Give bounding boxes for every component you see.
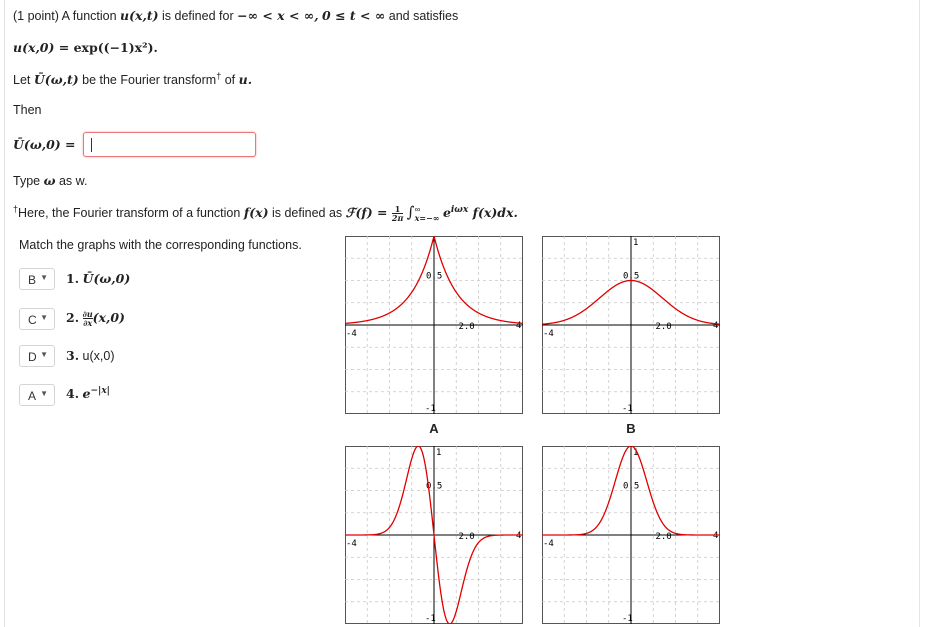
function-symbol: u(x,t) (120, 8, 159, 23)
fraction-den: 2π (391, 213, 404, 224)
match-number: 1. (66, 271, 80, 286)
tick-label-x-right: 4 (713, 531, 719, 541)
of-text: of (224, 73, 236, 87)
integral-limits (415, 205, 440, 223)
footnote-defined: is defined as (271, 206, 343, 220)
chevron-down-icon: ▼ (40, 273, 48, 282)
x-domain: −∞ < x < ∞, (237, 8, 319, 23)
footnote (13, 204, 518, 223)
u-symbol: u. (238, 72, 253, 87)
answer-input[interactable] (83, 132, 256, 157)
graph-b (542, 236, 720, 414)
match-select-4[interactable] (19, 384, 55, 406)
footnote-f: f(x) (243, 205, 269, 220)
tick-label-y-mid: 0.5 (426, 481, 443, 492)
match-instruction: Match the graphs with the corresponding functions. (19, 238, 302, 252)
graph-a (345, 236, 523, 414)
tick-label-x-right: 4 (713, 321, 719, 331)
partial-num: ∂u (82, 309, 93, 320)
tick-label-y-bottom: -1 (622, 404, 633, 414)
partial-fraction (83, 310, 93, 327)
tick-label-y-mid: 0.5 (426, 271, 443, 282)
match-select-1[interactable] (19, 268, 55, 290)
match-item-2 (66, 310, 125, 327)
match-select-value: A (28, 389, 37, 403)
graph-a-caption: A (429, 421, 439, 436)
tick-label-x-left: -4 (346, 329, 357, 339)
match-select-3[interactable] (19, 345, 55, 367)
footnote-text: Here, the Fourier transform of a function (18, 206, 241, 220)
graph-b-plot (542, 236, 720, 414)
tick-label-y-top: 1 (436, 448, 442, 458)
match-function: (x,0) (92, 310, 125, 325)
match-item-4 (66, 386, 110, 401)
tick-label-y-bottom: -1 (425, 614, 436, 624)
tick-label-y-mid: 0.5 (623, 271, 640, 282)
match-number: 2. (66, 310, 80, 325)
then-text: Then (13, 103, 42, 117)
omega-symbol: ω (43, 173, 56, 188)
let-text: Let (13, 73, 31, 87)
tick-label-x-left: -4 (543, 539, 554, 549)
graph-d-plot (542, 446, 720, 624)
tick-label-y-top: 1 (633, 238, 639, 248)
match-function: u(x,0) (82, 349, 115, 363)
points-label: (1 point) (13, 9, 59, 23)
match-select-value: B (28, 273, 37, 287)
match-function: e (82, 386, 91, 401)
tick-label-x-mid: 2.0 (655, 322, 672, 332)
match-exponent: −|x| (90, 385, 110, 396)
integral-upper: ∞ (414, 204, 421, 214)
match-function: Ū(ω,0) (82, 271, 131, 286)
dagger-mark: † (216, 70, 222, 81)
match-number: 4. (66, 386, 80, 401)
type-hint-post: as w. (58, 174, 88, 188)
intro-text: A function (61, 9, 117, 23)
fraction-num: 1 (392, 205, 403, 214)
footnote-fraction (392, 205, 403, 222)
tick-label-y-bottom: -1 (425, 404, 436, 414)
initial-rhs: exp((−1)x²). (73, 40, 158, 55)
chevron-down-icon: ▼ (40, 350, 48, 359)
partial-den: ∂x (83, 318, 93, 329)
problem-statement (13, 8, 458, 24)
satisfies-text: and satisfies (388, 9, 459, 23)
type-hint (13, 173, 87, 189)
answer-lhs: Ū(ω,0) = (13, 137, 76, 152)
footnote-dagger: † (13, 203, 19, 214)
tick-label-x-mid: 2.0 (458, 532, 475, 542)
graph-d (542, 446, 720, 624)
tick-label-x-right: 4 (516, 531, 522, 541)
t-domain: 0 ≤ t < ∞ (322, 8, 386, 23)
match-number: 3. (66, 348, 80, 363)
tick-label-x-right: 4 (516, 321, 522, 331)
tick-label-x-mid: 2.0 (655, 532, 672, 542)
fourier-statement (13, 72, 252, 88)
tick-label-y-top: 1 (633, 448, 639, 458)
defined-for-text: is defined for (162, 9, 234, 23)
tick-label-x-left: -4 (346, 539, 357, 549)
initial-lhs: u(x,0) = (13, 40, 74, 55)
match-select-value: D (28, 350, 37, 364)
integral-lower: x=−∞ (414, 212, 440, 223)
graph-c (345, 446, 523, 624)
type-hint-pre: Type (13, 174, 41, 188)
graph-c-plot (345, 446, 523, 624)
graph-b-caption: B (626, 421, 636, 436)
be-text: be the Fourier transform (82, 73, 217, 87)
graph-a-plot (345, 236, 523, 414)
integral-sign-icon: ∫ (406, 203, 415, 221)
match-select-2[interactable] (19, 308, 55, 330)
integrand-exp: iωx (450, 204, 469, 215)
match-select-value: C (28, 313, 37, 327)
tick-label-y-mid: 0.5 (623, 481, 640, 492)
ubar-symbol: Ū(ω,t) (33, 72, 79, 87)
match-item-1 (66, 271, 130, 286)
answer-label (13, 137, 76, 153)
integrand-tail: f(x)dx. (468, 205, 518, 220)
chevron-down-icon: ▼ (40, 313, 48, 322)
match-item-3 (66, 348, 115, 363)
tick-label-y-bottom: -1 (622, 614, 633, 624)
chevron-down-icon: ▼ (40, 389, 48, 398)
tick-label-x-left: -4 (543, 329, 554, 339)
integrand-e: e (442, 205, 451, 220)
footnote-formula: ℱ(f) = (345, 205, 392, 220)
initial-condition (13, 40, 158, 56)
tick-label-x-mid: 2.0 (458, 322, 475, 332)
text-caret (91, 138, 92, 152)
